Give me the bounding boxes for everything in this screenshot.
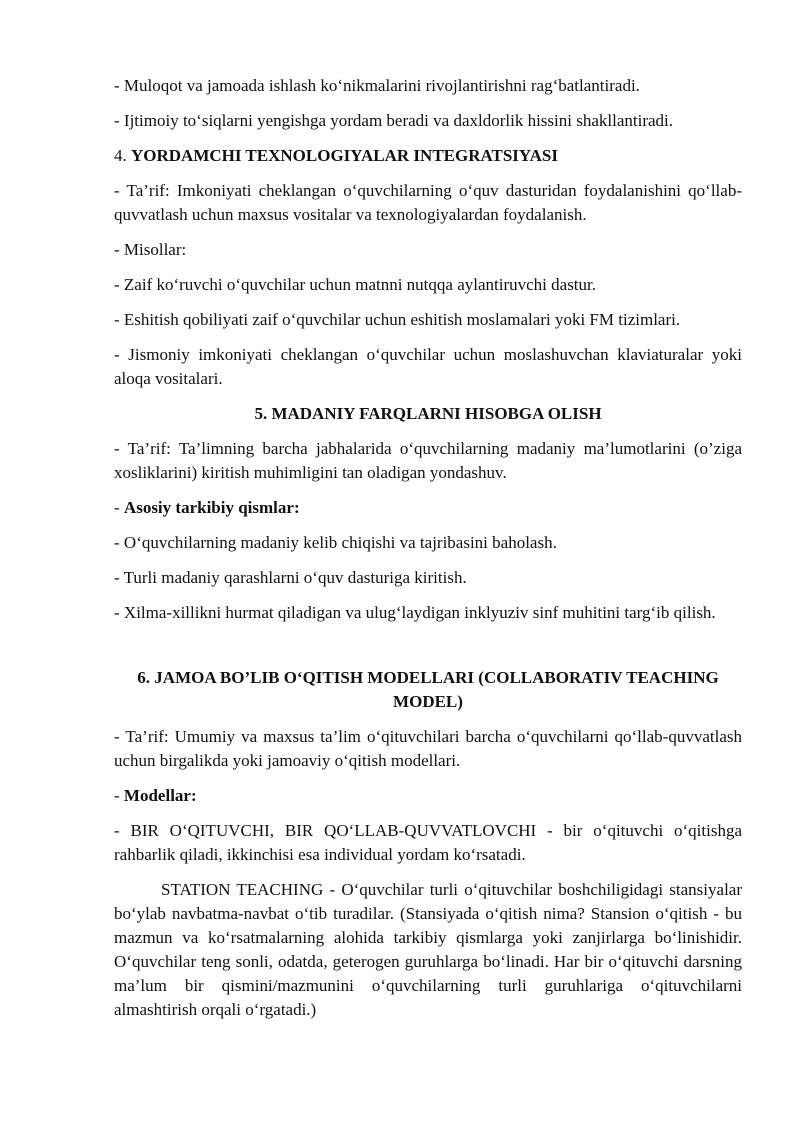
paragraph-definition-cultural: - Ta’rif: Ta’limning barcha jabhalarida o‘quvchilarning madaniy ma’lumotlarini (o’ziga xosliklarini) kiritish muhimligini tan oladigan yondashuv. [114,439,742,482]
section-heading-5: 5. MADANIY FARQLARNI HISOBGA OLISH [254,404,602,423]
paragraph-example-physical: - Jismoniy imkoniyati cheklangan o‘quvchilar uchun moslashuvchan klaviaturalar yoki aloqa vositalari. [114,345,742,388]
section-heading-6: 6. JAMOA BO’LIB O‘QITISH MODELLARI (COLLABORATIV TEACHING MODEL) [137,668,719,711]
paragraph-example-visual: - Zaif ko‘ruvchi o‘quvchilar uchun matnni nutqqa aylantiruvchi dastur. [114,275,597,294]
paragraph-definition-collab: - Ta’rif: Umumiy va maxsus ta’lim o‘qituvchilari barcha o‘quvchilarni qo‘llab-quvvatlash uchun birgalikda yoki jamoaviy o‘qitish modellari. [114,727,742,770]
section-number: 4. [114,146,131,165]
dash: - [114,786,124,805]
paragraph-cultural-assess: - O‘quvchilarning madaniy kelib chiqishi va tajribasini baholash. [114,533,557,552]
paragraph-inclusive-class: - Xilma-xillikni hurmat qiladigan va ulug‘laydigan inklyuziv sinf muhitini targ‘ib qilish. [114,603,716,622]
paragraph-social-barriers: - Ijtimoiy to‘siqlarni yengishga yordam beradi va daxldorlik hissini shakllantiradi. [114,111,673,130]
paragraph-cultural-perspectives: - Turli madaniy qarashlarni o‘quv dasturiga kiritish. [114,568,467,587]
paragraph-example-hearing: - Eshitish qobiliyati zaif o‘quvchilar uchun eshitish moslamalari yoki FM tizimlari. [114,310,681,329]
paragraph-one-teach-one-assist: - BIR O‘QITUVCHI, BIR QO‘LLAB-QUVVATLOVCHI - bir o‘qituvchi o‘qitishga rahbarlik qiladi, ikkinchisi esa individual yordam ko‘rsatadi. [114,821,742,864]
paragraph-models-label [114,784,742,808]
components-label: Asosiy tarkibiy qismlar: [123,498,300,517]
models-label: Modellar: [123,786,197,805]
section-heading-4 [114,144,742,168]
paragraph-communication: - Muloqot va jamoada ishlash ko‘nikmalarini rivojlantirishni rag‘batlantiradi. [114,76,640,95]
paragraph-definition-assistive: - Ta’rif: Imkoniyati cheklangan o‘quvchilarning o‘quv dasturidan foydalanishini qo‘llab-quvvatlash uchun maxsus vositalar va texnologiyalardan foydalanish. [114,181,742,224]
dash: - [114,498,124,517]
paragraph-components-label [114,496,742,520]
paragraph-station-teaching: STATION TEACHING - O‘quvchilar turli o‘qituvchilar boshchiligidagi stansiyalar bo‘ylab navbatma-navbat o‘tib turadilar. (Stansiyada o‘qitish nima? Stansion o‘qitish - bu mazmun va ko‘rsatmalarning alohida tarkibiy qismlarga yoki zanjirlarga bo‘linishidir. O‘quvchilar teng sonli, odatda, geterogen guruhlarga bo‘linadi. Har bir o‘qituvchi darsning ma’lum bir qismini/mazmunini o‘quvchilarning turli guruhlariga o‘qituvchilarni almashtirish orqali o‘rgatadi.) [114,880,742,1019]
document-page [114,74,742,1033]
section-title: YORDAMCHI TEXNOLOGIYALAR INTEGRATSIYASI [131,146,558,165]
paragraph-examples-label: - Misollar: [114,240,187,259]
